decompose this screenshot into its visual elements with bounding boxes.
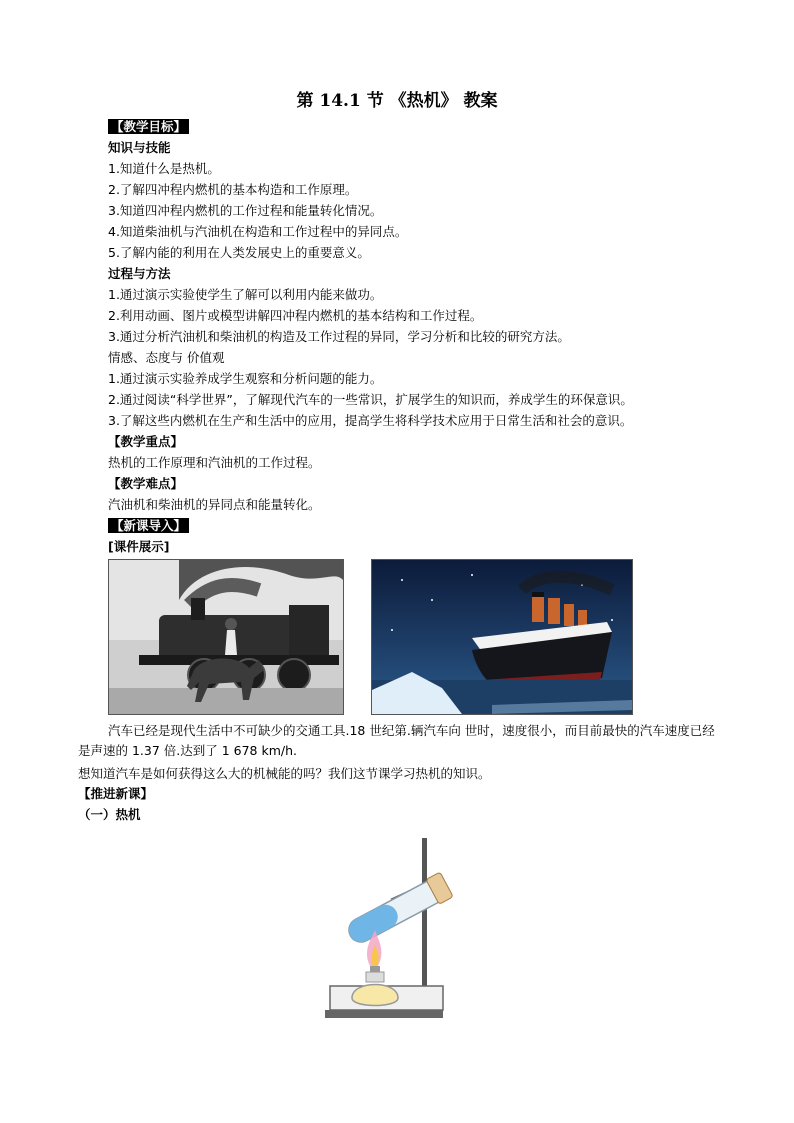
heading-knowledge: 知识与技能 xyxy=(108,140,171,155)
section-new-lesson: 【推进新课】 xyxy=(78,786,154,801)
list-item: 4.知道柴油机与汽油机在构造和工作过程中的异同点。 xyxy=(108,224,408,239)
section-key: 【教学重点】 xyxy=(108,434,184,449)
intro-paragraph: 汽车已经是现代生活中不可缺少的交通工具.18 世纪第.辆汽车向 世时，速度很小，而目前最快的汽车速度已经是声速的 1.37 倍.达到了 1 678 km/h. xyxy=(78,723,715,758)
list-item: 1.通过演示实验使学生了解可以利用内能来做功。 xyxy=(108,287,383,302)
section-difficulty: 【教学难点】 xyxy=(108,476,184,491)
list-item: 2.通过阅读“科学世界”，了解现代汽车的一些常识，扩展学生的知识而，养成学生的环保意识。 xyxy=(108,392,633,407)
key-text: 热机的工作原理和汽油机的工作过程。 xyxy=(108,455,321,470)
heading-heat-engine: （一）热机 xyxy=(78,807,141,822)
difficulty-text: 汽油机和柴油机的异同点和能量转化。 xyxy=(108,497,321,512)
list-item: 2.了解四冲程内燃机的基本构造和工作原理。 xyxy=(108,182,358,197)
courseware-label: [课件展示] xyxy=(108,539,170,554)
section-objectives: 【教学目标】 xyxy=(108,118,189,136)
list-item: 3.通过分析汽油机和柴油机的构造及工作过程的异同，学习分析和比较的研究方法。 xyxy=(108,329,570,344)
list-item: 1.知道什么是热机。 xyxy=(108,161,220,176)
steam-train-horse-photo xyxy=(108,559,344,715)
section-intro: 【新课导入】 xyxy=(108,517,189,535)
heading-process: 过程与方法 xyxy=(108,266,171,281)
heading-emotion: 情感、态度与 价值观 xyxy=(108,350,225,365)
test-tube-alcohol-lamp-diagram xyxy=(320,838,460,1028)
page-title: 第 14.1 节 《热机》 教案 xyxy=(296,91,498,111)
list-item: 3.了解这些内燃机在生产和生活中的应用，提高学生将科学技术应用于日常生活和社会的意识。 xyxy=(108,413,633,428)
intro-question: 想知道汽车是如何获得这么大的机械能的吗？我们这节课学习热机的知识。 xyxy=(78,766,491,781)
list-item: 3.知道四冲程内燃机的工作过程和能量转化情况。 xyxy=(108,203,383,218)
list-item: 5.了解内能的利用在人类发展史上的重要意义。 xyxy=(108,245,370,260)
list-item: 2.利用动画、图片或模型讲解四冲程内燃机的基本结构和工作过程。 xyxy=(108,308,483,323)
list-item: 1.通过演示实验养成学生观察和分析问题的能力。 xyxy=(108,371,383,386)
titanic-ship-photo xyxy=(371,559,633,715)
